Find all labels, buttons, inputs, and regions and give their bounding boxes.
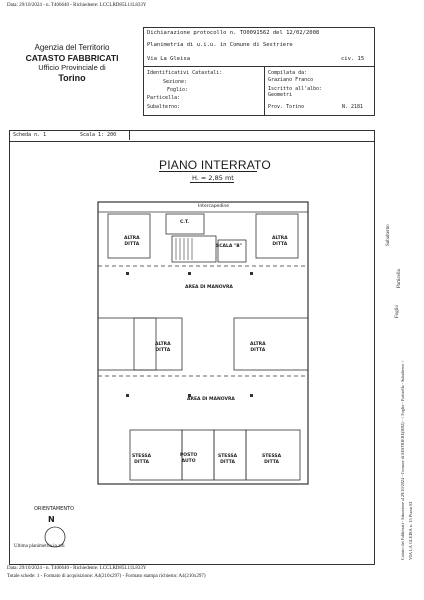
orientation-label: ORIENTAMENTO <box>34 506 75 512</box>
province: Prov. Torino <box>268 104 305 110</box>
room-altra-ditta-1: ALTRA DITTA <box>124 236 140 247</box>
intercapedine-label: Intercapedine <box>198 204 230 209</box>
plan-description: Planimetria di u.i.u. in Comune di Sestriere <box>147 42 293 48</box>
plan-title: PIANO INTERRATO <box>159 158 271 172</box>
scheda-number: Scheda n. 1 <box>13 132 47 138</box>
agency-office: Ufficio Provinciale di <box>38 63 106 72</box>
north-label: N <box>48 515 55 524</box>
plan-height: H. = 2,85 mt <box>192 174 234 182</box>
declaration-text: Dichiarazione protocollo n. TO0091562 del 12/02/2008 <box>147 30 320 36</box>
particella-label: Particella: <box>147 95 181 101</box>
stair-treads <box>176 238 192 260</box>
sezione-label: Sezione: <box>163 79 188 85</box>
iscritto-value: Geometri <box>268 92 293 98</box>
scale-value: Scala 1: 200 <box>80 132 117 138</box>
side-via-line: VIA LA GLEISA n. 15 Piano S1 <box>408 501 413 560</box>
footer-stamp: Data: 29/10/2024 - n. T406640 - Richiedente: LCCLRD85L11L833Y <box>7 566 147 571</box>
room-mid-left <box>98 318 156 370</box>
side-catasto-line: Catasto dei Fabbricati - Situazione al 29/10/2024 - Comune di SESTRIERE(I692) - < Foglio - Particella - Subalterno > <box>400 360 405 560</box>
side-particella: Particella <box>397 269 402 288</box>
scala-b-label: SCALA "B" <box>216 244 243 249</box>
side-foglio: Foglio <box>395 304 400 318</box>
room-altra-ditta-3: ALTRA DITTA <box>155 342 171 353</box>
room-stessa-ditta-2: STESSA DITTA <box>218 454 238 465</box>
room-stessa-ditta-1: STESSA DITTA <box>132 454 152 465</box>
ident-label: Identificativi Catastali: <box>147 70 223 76</box>
agency-city: Torino <box>58 73 86 83</box>
iscritto-label: Iscritto all'albo: <box>268 86 323 92</box>
side-subalterno: Subalterno <box>386 224 391 246</box>
top-stamp: Data: 29/10/2024 - n. T406640 - Richiedente: LCCLRD85L11L833Y <box>7 3 147 8</box>
stair-block <box>172 236 216 262</box>
address: Via La Gleisa <box>147 56 191 62</box>
room-altra-ditta-4: ALTRA DITTA <box>250 342 266 353</box>
ct-label: C.T. <box>180 220 190 225</box>
agency-name: Agenzia del Territorio <box>34 43 110 52</box>
civic-number: civ. 15 <box>341 56 365 62</box>
ultima-planimetria: Ultima planimetria in atti <box>14 544 65 549</box>
subalterno-label: Subalterno: <box>147 104 181 110</box>
compiler-label: Compilata da: <box>268 70 308 76</box>
title-underline <box>159 171 257 172</box>
agency-block <box>22 43 122 84</box>
register-number: N. 2181 <box>342 104 364 110</box>
foglio-label: Foglio: <box>167 87 189 93</box>
agency-catasto: CATASTO FABBRICATI <box>25 53 119 63</box>
area-manovra-2: AREA DI MANOVRA <box>187 397 235 402</box>
room-posto-auto: POSTO AUTO <box>180 453 198 464</box>
height-underline <box>190 182 234 183</box>
footer-formats: Totale schede: 1 - Formato di acquisizione: A4(210x297) - Formato stampa richiesto: A4(210x297) <box>7 574 206 579</box>
area-manovra-1: AREA DI MANOVRA <box>185 285 233 290</box>
room-mid-right <box>234 318 308 370</box>
room-stessa-ditta-3: STESSA DITTA <box>262 454 282 465</box>
compiler-name: Graziano Franco <box>268 77 314 83</box>
room-altra-ditta-2: ALTRA DITTA <box>272 236 288 247</box>
